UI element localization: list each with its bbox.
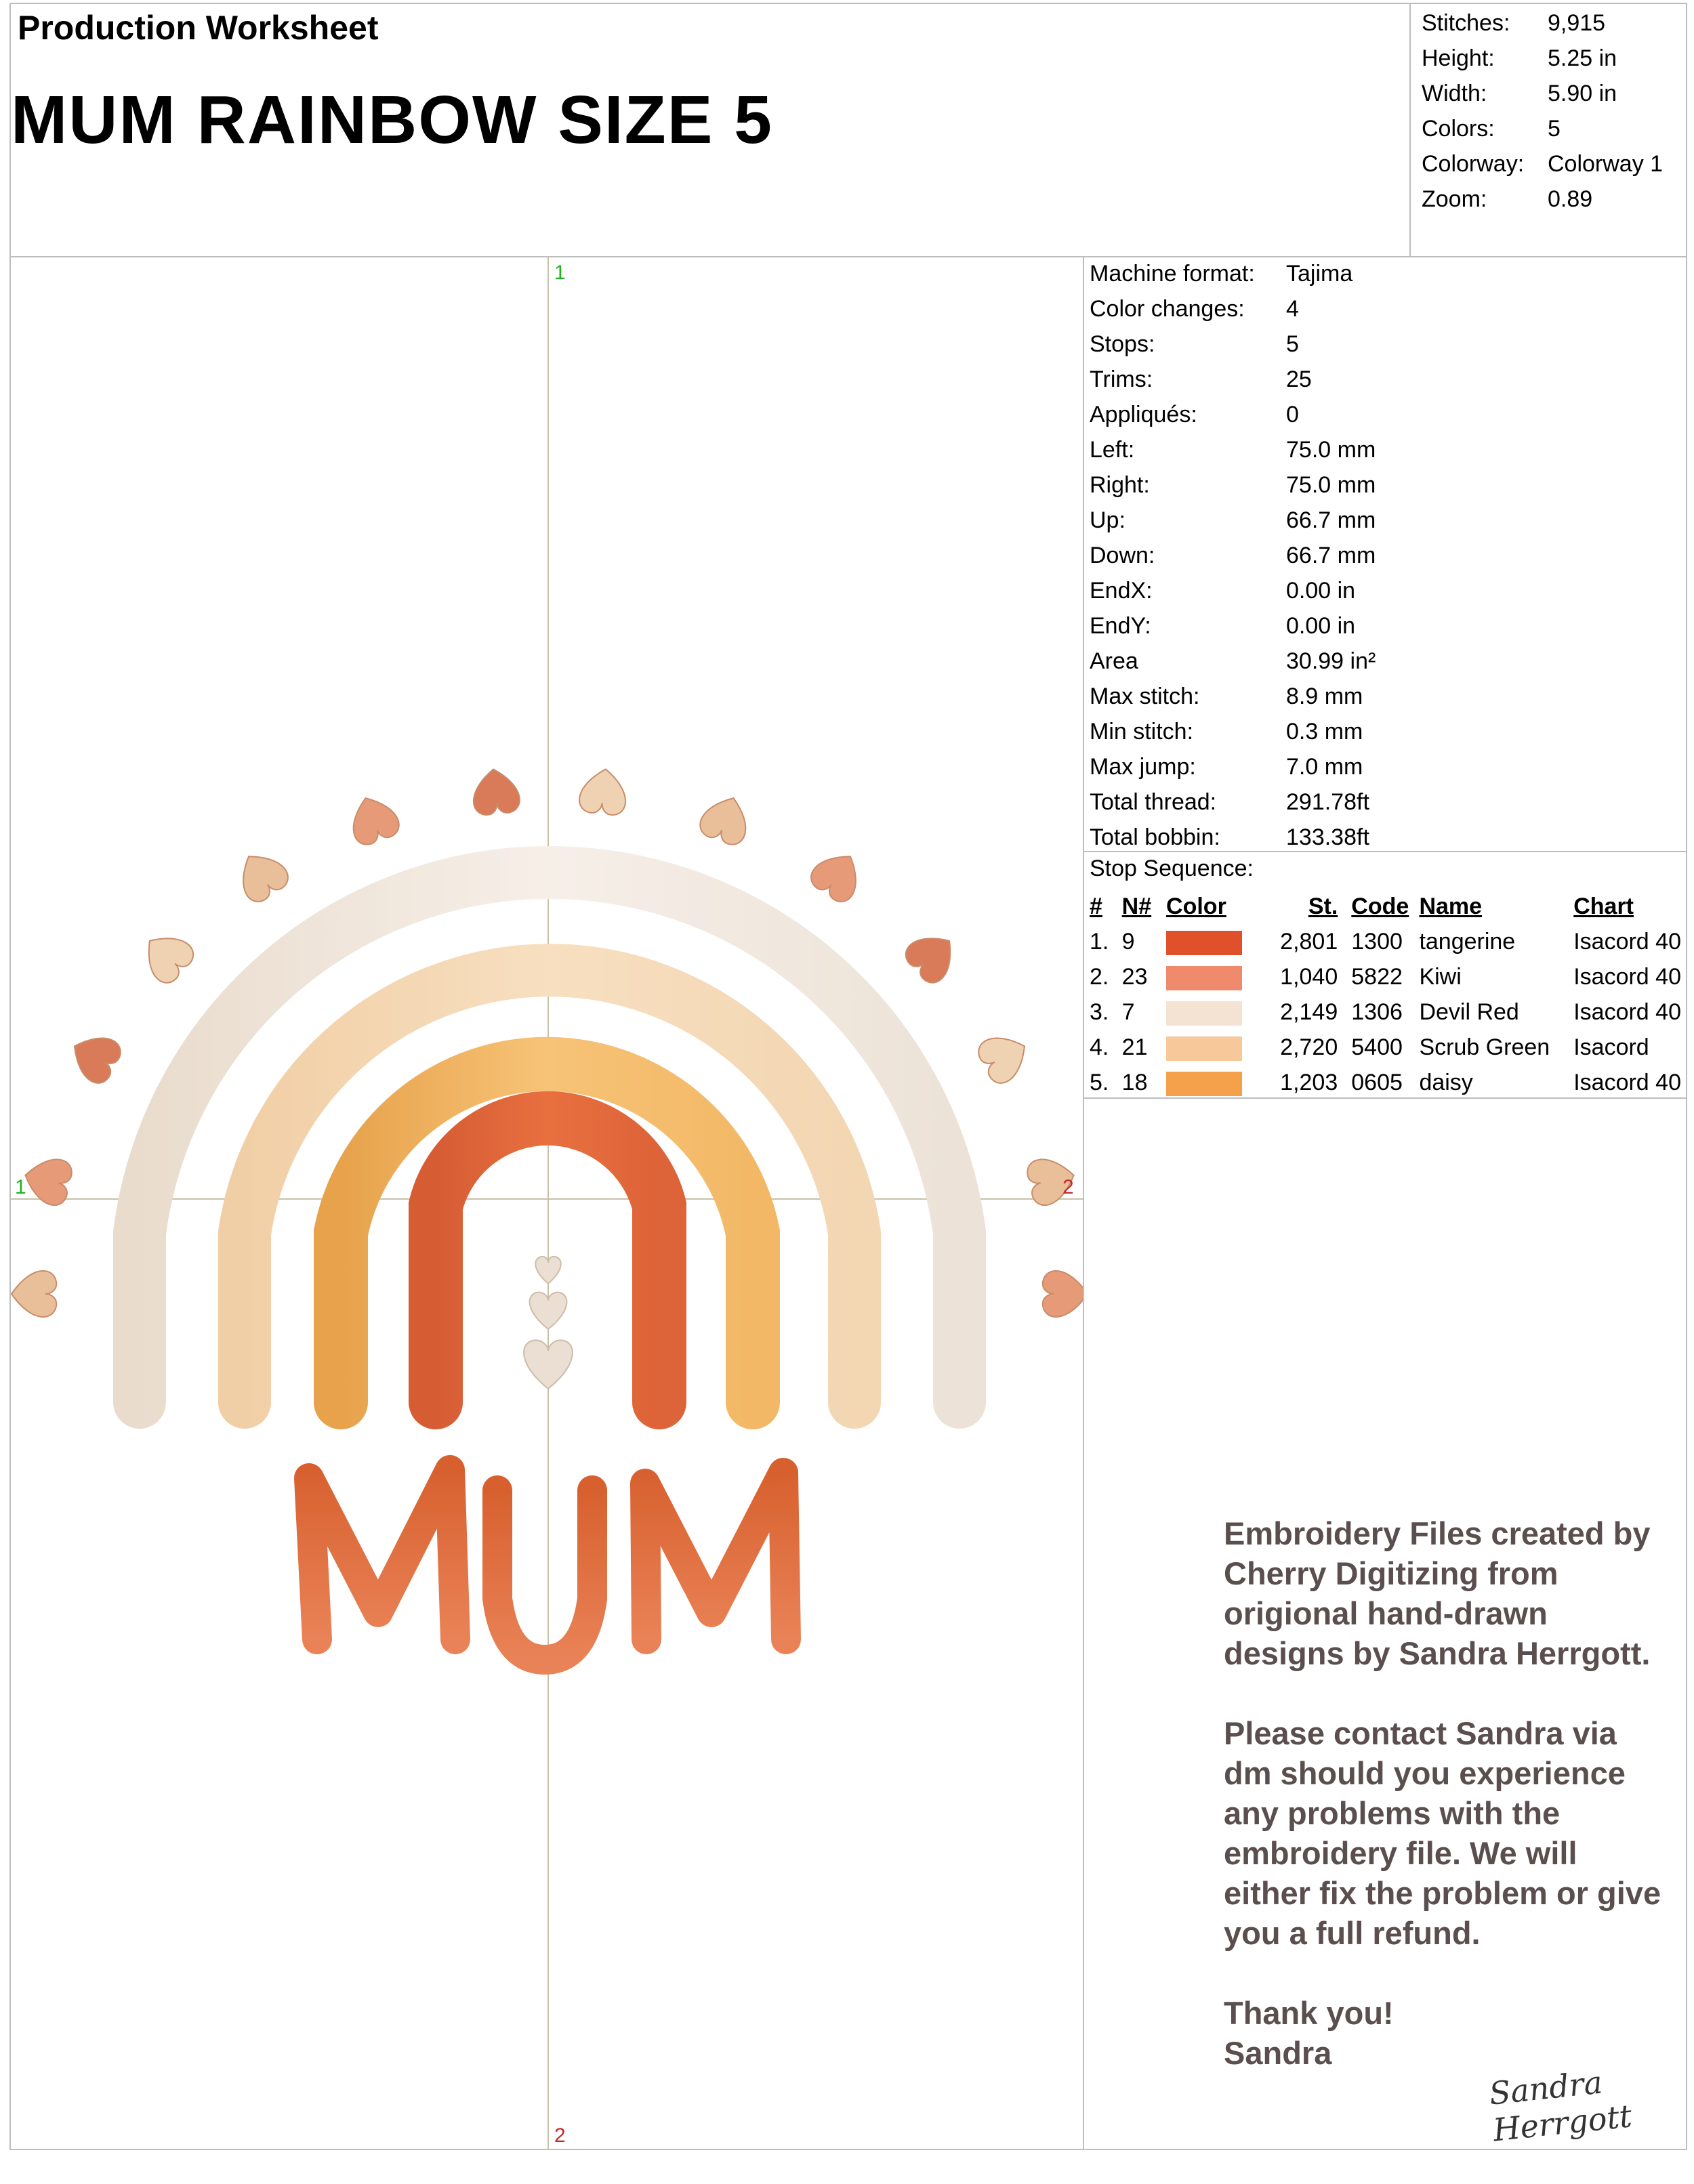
design-title: MUM RAINBOW SIZE 5 xyxy=(11,82,773,158)
color-swatch-block xyxy=(1166,1001,1242,1026)
heart-icon xyxy=(1043,1271,1083,1317)
details-row: Area 30.99 in² xyxy=(1090,648,1376,674)
sequence-number: 5. xyxy=(1090,1069,1109,1095)
sequence-number: 3. xyxy=(1090,999,1109,1025)
designer-note xyxy=(1224,1513,1671,2073)
note-paragraph-credits: Embroidery Files created by Cherry Digitizing from origional hand-drawn designs by Sandra Herrgott. xyxy=(1224,1515,1651,1671)
details-row: Up: 66.7 mm xyxy=(1090,507,1376,533)
heart-icon xyxy=(697,791,756,849)
needle-number: 7 xyxy=(1121,999,1135,1025)
details-row: Color changes: 4 xyxy=(1090,296,1299,322)
heart-icon xyxy=(12,1271,56,1317)
summary-row-width: Width: 5.90 in xyxy=(1422,81,1617,106)
details-row: Down: 66.7 mm xyxy=(1090,543,1376,568)
note-thanks: Thank you! xyxy=(1224,1995,1394,2031)
thread-name: Kiwi xyxy=(1419,963,1462,990)
details-row: Max jump: 7.0 mm xyxy=(1090,754,1363,780)
summary-row-height: Height: 5.25 in xyxy=(1422,45,1617,71)
details-row: Total bobbin: 133.38ft xyxy=(1090,824,1369,850)
details-row: Right: 75.0 mm xyxy=(1090,472,1376,498)
worksheet-label: Production Worksheet xyxy=(18,9,379,47)
heart-icon xyxy=(530,1293,567,1329)
color-swatch-block xyxy=(1166,1072,1242,1096)
heart-icon xyxy=(64,1026,125,1087)
sequence-number: 1. xyxy=(1090,928,1109,954)
frame-top xyxy=(9,3,1687,4)
color-swatch xyxy=(1166,1030,1273,1065)
thread-chart: Isacord xyxy=(1573,1034,1649,1060)
thread-name: Scrub Green xyxy=(1419,1034,1550,1060)
details-row: Total thread: 291.78ft xyxy=(1090,789,1369,815)
color-swatch xyxy=(1166,1065,1273,1100)
color-swatch xyxy=(1166,994,1273,1030)
details-row: Trims: 25 xyxy=(1090,366,1312,392)
stop-sequence-row xyxy=(1090,1065,1694,1100)
needle-number: 23 xyxy=(1121,963,1148,990)
thread-name: tangerine xyxy=(1419,928,1516,954)
details-row: Stops: 5 xyxy=(1090,331,1299,357)
stitch-count: 1,203 xyxy=(1280,1069,1338,1095)
stop-sequence-row xyxy=(1090,959,1694,994)
details-row: Appliqués: 0 xyxy=(1090,402,1299,427)
details-row: Machine format: Tajima xyxy=(1090,261,1353,287)
thread-code: 1306 xyxy=(1351,999,1403,1025)
thread-chart: Isacord 40 xyxy=(1573,999,1681,1025)
letter-u xyxy=(497,1490,592,1660)
heart-icon xyxy=(974,1026,1035,1087)
heart-icon xyxy=(524,1340,573,1389)
thread-code: 1300 xyxy=(1351,928,1403,954)
sequence-number: 4. xyxy=(1090,1034,1109,1060)
stop-sequence-row xyxy=(1090,924,1694,959)
letter-m-left xyxy=(309,1470,455,1639)
details-panel xyxy=(1090,256,1679,855)
stop-sequence-row xyxy=(1090,1030,1694,1065)
summary-row-colors: Colors: 5 xyxy=(1422,116,1561,142)
signature-logo: Sandra Herrgott xyxy=(1487,2063,1634,2149)
stitch-count: 2,149 xyxy=(1280,999,1338,1025)
summary-panel xyxy=(1422,5,1679,217)
color-swatch-block xyxy=(1166,931,1242,955)
thread-code: 5400 xyxy=(1351,1034,1403,1060)
heart-icon xyxy=(806,843,869,906)
note-paragraph-support: Please contact Sandra via dm should you experience any problems with the embroidery file. We will either fix the problem or give you a full refund. xyxy=(1224,1715,1661,1951)
letter-m-right xyxy=(645,1473,786,1639)
details-row: Min stitch: 0.3 mm xyxy=(1090,719,1363,744)
color-swatch xyxy=(1166,959,1273,994)
thread-code: 5822 xyxy=(1351,963,1403,990)
heart-icon xyxy=(230,843,293,906)
stop-sequence-header: # N# Color St. Code Name Chart xyxy=(1090,893,1634,919)
axis-label-right: 2 xyxy=(1062,1176,1074,1198)
summary-row-zoom: Zoom: 0.89 xyxy=(1422,186,1593,212)
thread-name: Devil Red xyxy=(1419,999,1519,1025)
axis-label-top: 1 xyxy=(554,261,566,284)
axis-label-bottom: 2 xyxy=(554,2124,566,2147)
thread-chart: Isacord 40 xyxy=(1573,1069,1681,1095)
needle-number: 18 xyxy=(1121,1069,1148,1095)
needle-number: 21 xyxy=(1121,1034,1148,1060)
heart-icon xyxy=(535,1257,561,1284)
summary-row-colorway: Colorway: Colorway 1 xyxy=(1422,151,1664,177)
stop-sequence-table xyxy=(1090,889,1694,1100)
heart-icon xyxy=(578,767,629,816)
heart-icon xyxy=(344,791,402,849)
color-swatch xyxy=(1166,924,1273,959)
heart-icon xyxy=(901,924,965,988)
thread-name: daisy xyxy=(1419,1069,1473,1095)
summary-divider xyxy=(1409,3,1411,257)
needle-number: 9 xyxy=(1121,928,1135,954)
heart-icon xyxy=(470,767,521,816)
stop-sequence-label: Stop Sequence: xyxy=(1090,856,1254,881)
thread-chart: Isacord 40 xyxy=(1573,928,1681,954)
sidebar-divider xyxy=(1083,256,1084,2150)
color-swatch-block xyxy=(1166,966,1242,990)
design-preview xyxy=(11,257,1083,2149)
stop-sequence-row xyxy=(1090,994,1694,1030)
axis-label-left: 1 xyxy=(15,1176,26,1198)
details-row: EndX: 0.00 in xyxy=(1090,578,1356,604)
thread-chart: Isacord 40 xyxy=(1573,963,1681,990)
summary-row-stitches: Stitches: 9,915 xyxy=(1422,10,1606,36)
thread-code: 0605 xyxy=(1351,1069,1403,1095)
stitch-count: 2,801 xyxy=(1280,928,1338,954)
stitch-count: 1,040 xyxy=(1280,963,1338,990)
details-row: Left: 75.0 mm xyxy=(1090,437,1376,463)
sequence-number: 2. xyxy=(1090,963,1109,990)
center-hearts xyxy=(524,1257,573,1389)
frame-bottom xyxy=(9,2149,1687,2150)
stitch-count: 2,720 xyxy=(1280,1034,1338,1060)
heart-icon xyxy=(134,924,199,988)
note-signoff: Sandra xyxy=(1224,2035,1332,2071)
color-swatch-block xyxy=(1166,1036,1242,1061)
details-row: EndY: 0.00 in xyxy=(1090,613,1356,639)
details-row: Max stitch: 8.9 mm xyxy=(1090,684,1363,709)
